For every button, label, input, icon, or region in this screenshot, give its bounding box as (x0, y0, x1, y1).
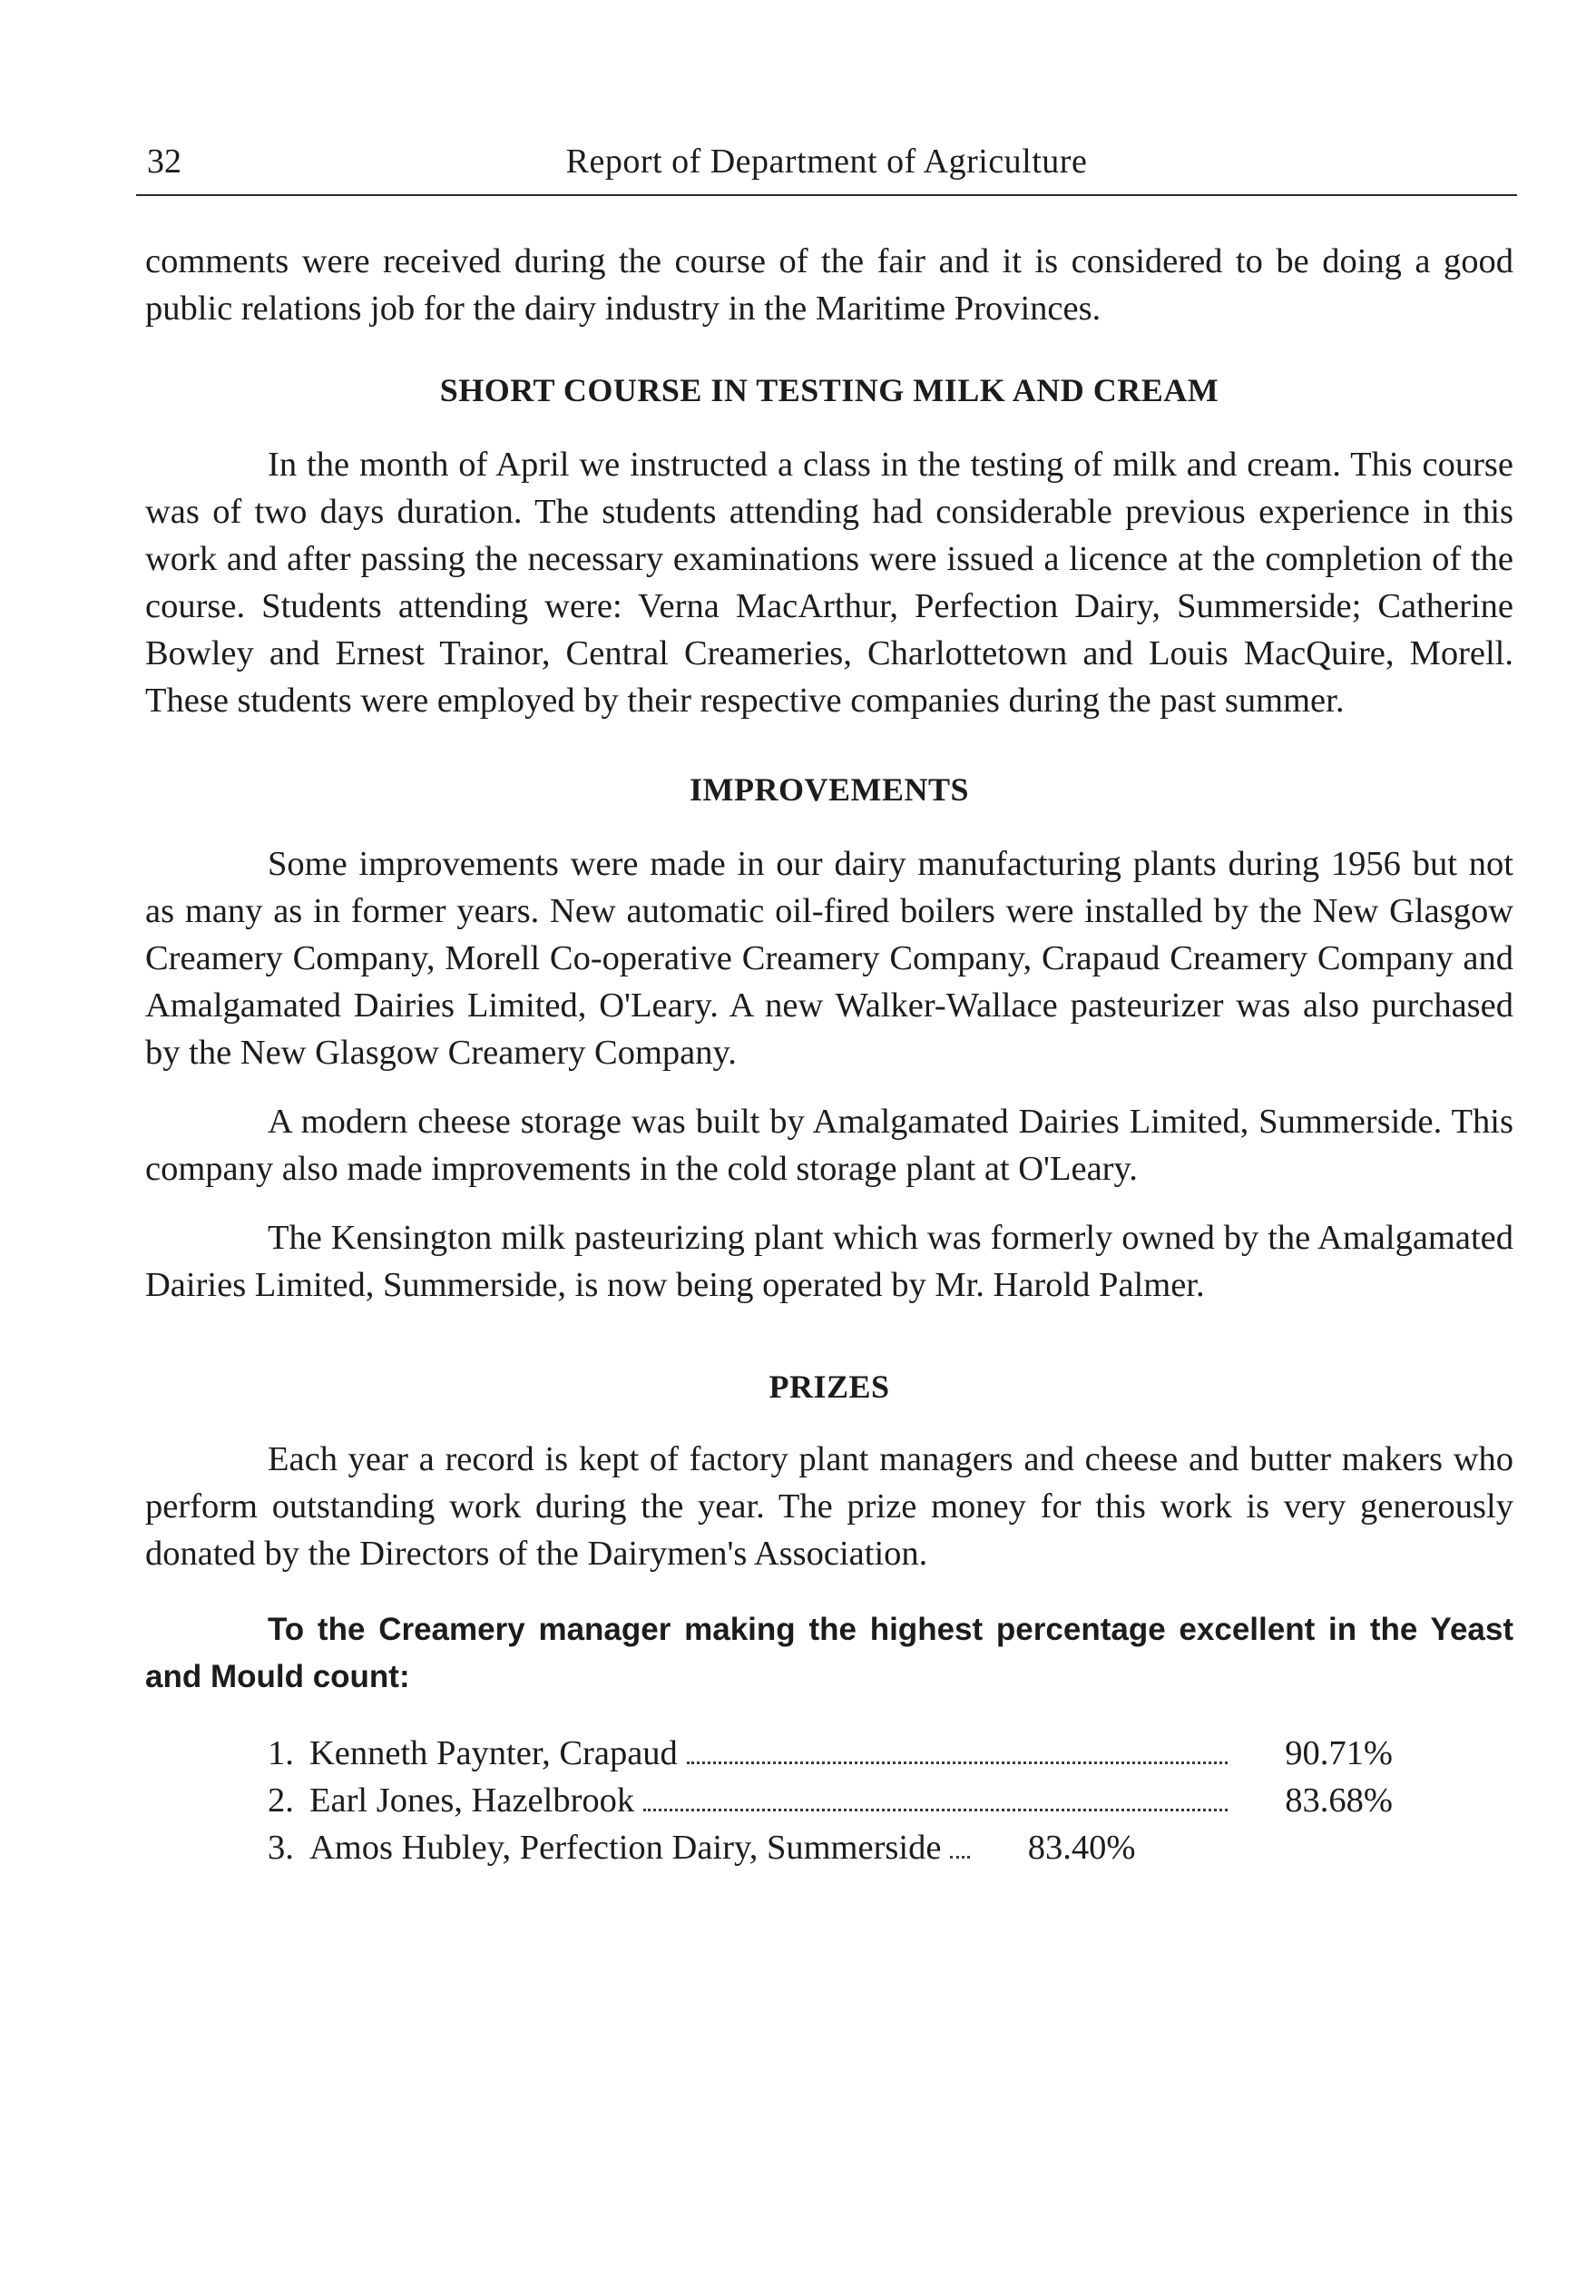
dot-leader (643, 1809, 1228, 1811)
paragraph-short-course: In the month of April we instructed a class in the testing of milk and cream. This course was of two days duration. The students attending had considerable previous experience in this work and after passing the necessary examinations were issued a licence at the completion of the course. Students attending were: Verna MacArthur, Perfection Dairy, Summerside; Catherine Bowley and Ernest Trainor, Central Creameries, Charlottetown and Louis MacQuire, Morell. These students were employed by their respective companies during the past summer. (145, 446, 1513, 720)
dot-leader (687, 1761, 1228, 1764)
paragraph-improvements-2: A modern cheese storage was built by Amalgamated Dairies Limited, Summerside. This company also made improvements in the cold storage plant at O'Leary. (145, 1103, 1513, 1188)
prize-winner: Amos Hubley, Perfection Dairy, Summerside (309, 1829, 942, 1867)
prize-percentage: 90.71% (1285, 1734, 1393, 1772)
list-item (268, 1824, 1393, 1871)
prize-list (268, 1730, 1393, 1871)
running-title: Report of Department of Agriculture (565, 142, 1088, 181)
prize-category-heading: To the Creamery manager making the highest percentage excellent in the Yeast and Mould count: (145, 1612, 1513, 1694)
paragraph-intro: comments were received during the course of the fair and it is considered to be doing a good public relations job for the dairy industry in the Maritime Provinces. (145, 242, 1513, 328)
heading-improvements: IMPROVEMENTS (689, 771, 969, 808)
page-header (136, 136, 1517, 196)
prize-rank: 2. (268, 1781, 294, 1820)
dot-leader (950, 1856, 970, 1859)
paragraph-prizes: Each year a record is kept of factory plant managers and cheese and butter makers who perform outstanding work during the year. The prize money for this work is very generously donated by the Directors of the Dairymen's Association. (145, 1440, 1513, 1573)
heading-prizes: PRIZES (769, 1369, 890, 1405)
prize-winner: Kenneth Paynter, Crapaud (309, 1734, 678, 1772)
page-number: 32 (147, 142, 181, 181)
prize-percentage: 83.40% (1027, 1829, 1136, 1867)
list-item (268, 1730, 1393, 1777)
paragraph-improvements-1: Some improvements were made in our dairy manufacturing plants during 1956 but not as many as in former years. New automatic oil-fired boilers were installed by the New Glasgow Creamery Company, Morell Co-operative Creamery Company, Crapaud Creamery Company and Amalgamated Dairies Limited, O'Leary. A new Walker-Wallace pasteurizer was also purchased by the New Glasgow Creamery Company. (145, 845, 1513, 1072)
page-body (145, 238, 1513, 1871)
paragraph-improvements-3: The Kensington milk pasteurizing plant which was formerly owned by the Amalgamated Dairies Limited, Summerside, is now being operated by Mr. Harold Palmer. (145, 1219, 1513, 1304)
prize-rank: 1. (268, 1734, 294, 1772)
prize-winner: Earl Jones, Hazelbrook (309, 1781, 635, 1820)
prize-rank: 3. (268, 1829, 294, 1867)
prize-percentage: 83.68% (1285, 1781, 1393, 1820)
heading-short-course: SHORT COURSE IN TESTING MILK AND CREAM (439, 372, 1219, 408)
list-item (268, 1777, 1393, 1824)
